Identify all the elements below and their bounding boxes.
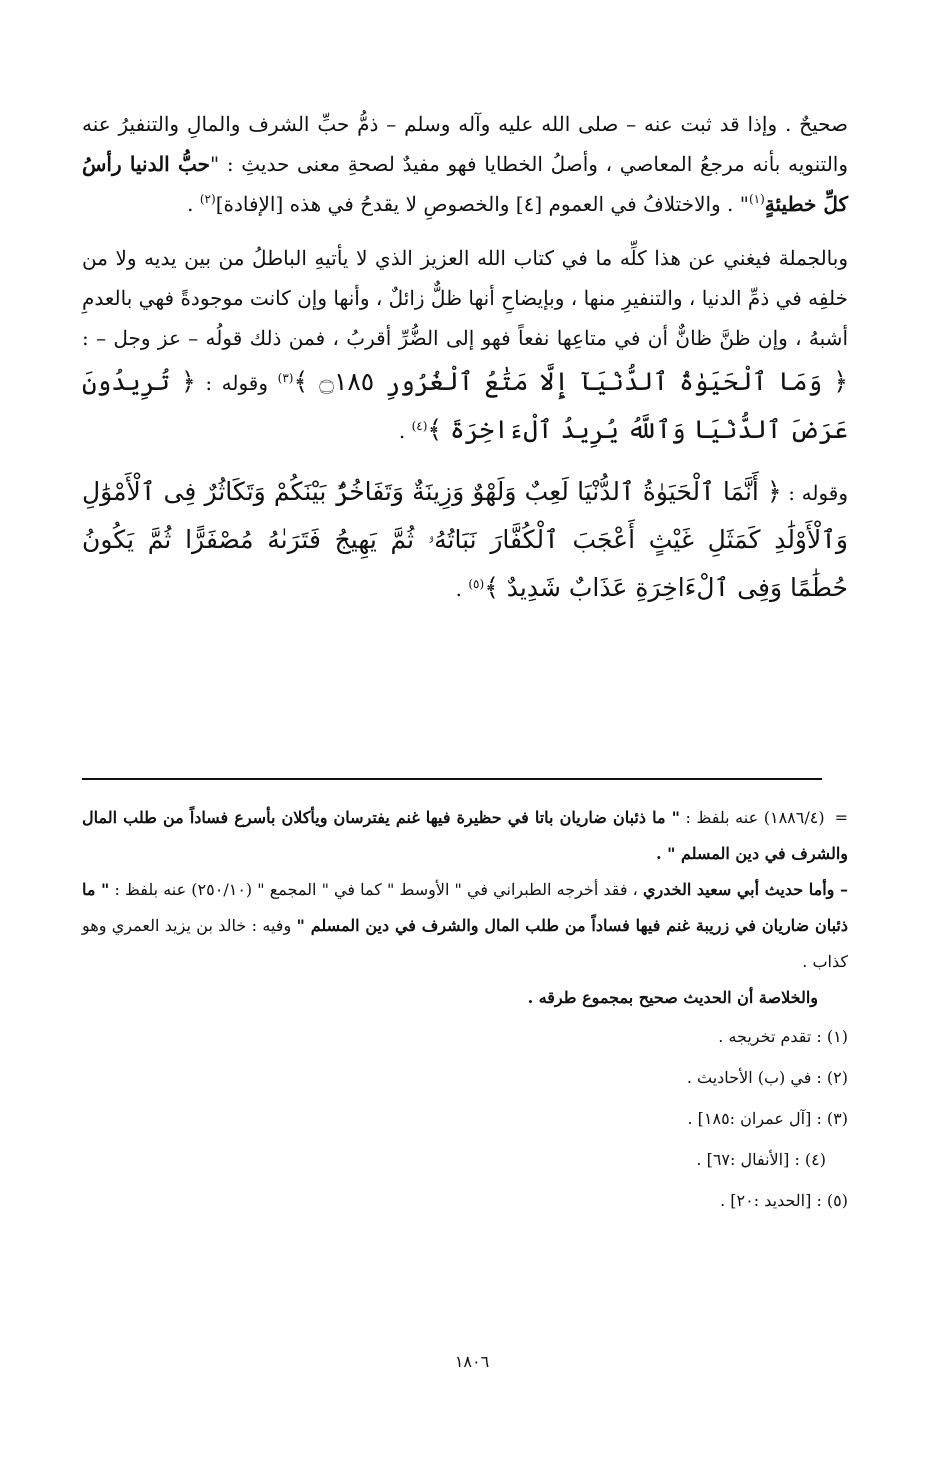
- footnote-2: (٢) : في (ب) الأحاديث .: [686, 1068, 848, 1087]
- quran-verse-3: ﴿ أَنَّمَا ٱلْحَيَوٰةُ ٱلدُّنْيَا لَعِبٌ وَلَهْوٌ وَزِينَةٌ وَتَفَاخُرٌۢ بَيْنَكُمْ وَتَكَاثُرٌ فِى ٱلْأَمْوَٰلِ وَٱلْأَوْلَٰدِ كَمَثَلِ غَيْثٍ أَعْجَبَ ٱلْكُفَّارَ نَبَاتُهُۥ ثُمَّ يَهِيجُ فَتَرَىٰهُ مُصْفَرًّا ثُمَّ يَكُونُ حُطَٰمًا وَفِى ٱلْءَاخِرَةِ عَذَابٌ شَدِيدٌ ﴾: [82, 477, 848, 602]
- paragraph-2: [82, 238, 848, 454]
- footnote-divider: [82, 778, 822, 780]
- paragraph-2-text: وبالجملة فيغني عن هذا كلِّه ما في كتاب الله العزيز الذي لا يأتيهِ الباطلُ من بين يديه ولا من خلفِه في ذمِّ الدنيا ، والتنفيرِ منها ، وبإيضاحِ أنها ظلٌّ زائلٌ ، وأنها وإن كانت موجودةً فهي بالعدمِ أشبهُ ، وإن ظنَّ ظانٌّ أن في متاعِها نفعاً فهو إلى الضُّرِّ أقربُ ، فمن ذلك قولُه – عز وجل – :: [82, 246, 848, 350]
- footnotes: [82, 800, 848, 1221]
- paragraph-1-text: صحيحٌ . وإذا قد ثبت عنه – صلى الله عليه وآله وسلم – ذمُّ حبِّ الشرف والمالِ والتنفيرُ عنه والتنويه بأنه مرجعُ المعاصي ، وأصلُ الخطايا فهو مفيدٌ لصحةِ معنى حديثِ : ": [82, 112, 849, 176]
- page-number: ١٨٠٦: [454, 1352, 490, 1371]
- quran-verse-2: ﴿ تُرِيدُونَ عَرَضَ ٱلدُّنْيَا وَٱللَّهُ يُرِيدُ ٱلْءَاخِرَةَ ﴾: [82, 367, 848, 444]
- note-2-remark: وفيه : خالد بن يزيد العمري وهو كذاب .: [82, 916, 848, 971]
- quran-verse-1: ﴿ وَمَا ٱلْحَيَوٰةُ ٱلدُّنْيَآ إِلَّا مَتَٰعُ ٱلْغُرُورِ ۝١٨٥ ﴾: [293, 367, 849, 396]
- footnote-4: (٤) : [الأنفال :٦٧] .: [696, 1150, 826, 1169]
- main-text: [82, 104, 848, 612]
- note-continuation: [82, 800, 848, 872]
- paragraph-3: [82, 468, 848, 612]
- hadith-quote: حبُّ الدنيا رأسُ كلِّ خطيئةٍ: [82, 152, 848, 216]
- footnote-1: (١) : تقدم تخريجه .: [718, 1027, 848, 1046]
- footnote-5: (٥) : [الحديد :٢٠] .: [720, 1191, 848, 1210]
- footnote-ref-3: (٣): [277, 371, 294, 385]
- footnote-ref-5: (٥): [468, 577, 485, 591]
- paragraph-3-text: وقوله :: [781, 481, 849, 505]
- continuation-mark: =: [834, 808, 848, 827]
- footnote-ref-4: (٤): [411, 419, 428, 433]
- footnote-3: (٣) : [آل عمران :١٨٥] .: [687, 1109, 848, 1128]
- footnote-ref-1: (١): [748, 192, 765, 206]
- note-1-hadith: " ما ذئبان ضاريان باتا في حظيرة فيها غنم يفترسان ويأكلان بأسرع فساداً من طلب المال والشرف في دين المسلم " .: [82, 808, 848, 863]
- paragraph-1: [82, 104, 848, 224]
- note-2-hadith: " ما ذئبان ضاريان في زريبة غنم فيها فساداً من طلب المال والشرف في دين المسلم ": [82, 880, 848, 935]
- paragraph-1-text-b: " . والاختلافُ في العموم [٤] والخصوصِ لا يقدحُ في هذه [الإفادة]: [215, 192, 749, 216]
- paragraph-2-end: .: [398, 419, 412, 443]
- note-2-title: – وأما حديث أبي سعيد الخدري: [642, 880, 848, 899]
- note-2: [82, 872, 848, 980]
- paragraph-2-text-b: وقوله :: [205, 371, 278, 395]
- note-1-source: (١٨٨٦/٤) عنه بلفظ :: [679, 808, 825, 827]
- note-conclusion: والخلاصة أن الحديث صحيح بمجموع طرقه .: [527, 988, 818, 1007]
- note-2-source: ، فقد أخرجه الطبراني في " الأوسط " كما في " المجمع " (٢٥٠/١٠) عنه بلفظ :: [109, 880, 643, 899]
- footnote-ref-2: (٢): [199, 192, 216, 206]
- paragraph-3-end: .: [455, 577, 469, 601]
- paragraph-1-end: .: [187, 192, 200, 216]
